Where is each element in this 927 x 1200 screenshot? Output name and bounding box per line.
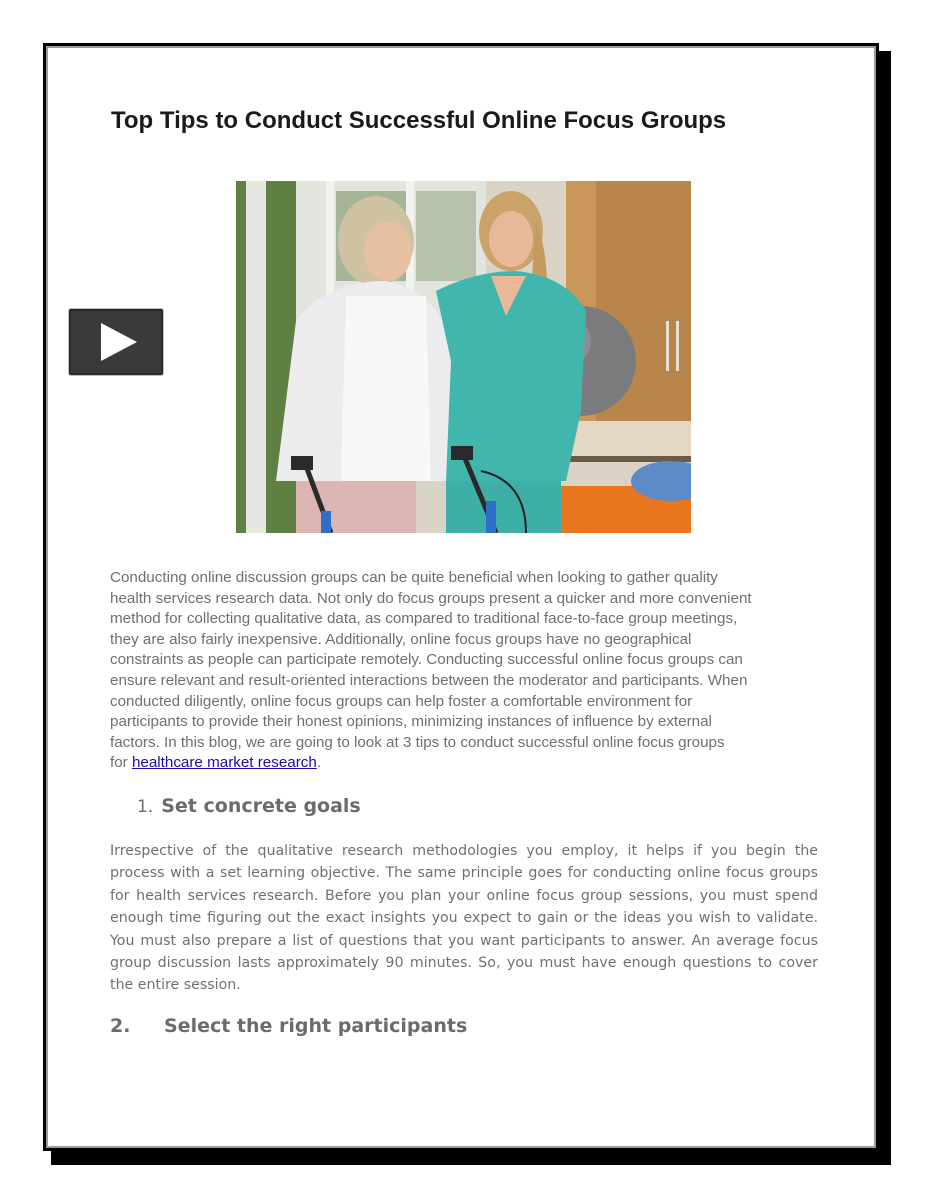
intro-line: Conducting online discussion groups can be quite beneficial when looking to gather quality	[110, 569, 718, 586]
intro-line: factors. In this blog, we are going to look at 3 tips to conduct successful online focus groups	[110, 733, 725, 751]
paragraph-line: Irrespective of the qualitative research methodologies you employ, it helps if you begin the	[110, 843, 818, 859]
paragraph-line: You must also prepare a list of questions that you want participants to answer. An average focus	[110, 932, 818, 949]
intro-line: conducted diligently, online focus groups can help foster a comfortable environment for	[110, 692, 693, 710]
healthcare-market-research-link[interactable]: healthcare market research	[131, 754, 317, 772]
page-title: Top Tips to Conduct Successful Online Focus Groups	[111, 107, 727, 134]
article-image	[236, 181, 691, 533]
intro-line: they are also fairly inexpensive. Additionally, online focus groups have no geographical	[110, 630, 692, 648]
intro-line: health services research data. Not only do focus groups present a quicker and more convenient	[110, 589, 752, 607]
paragraph-line: group discussion lasts approximately 90 minutes. So, you must have enough questions to cover	[110, 955, 818, 972]
intro-last-line	[110, 753, 830, 774]
intro-line: method for collecting qualitative data, as compared to traditional face-to-face group meetings,	[110, 610, 738, 628]
section-number: 1.	[137, 797, 154, 817]
play-icon	[101, 323, 137, 361]
intro-last-prefix: for	[110, 754, 132, 772]
intro-line: constraints as people can participate remotely. Conducting successful online focus groups can	[110, 651, 743, 669]
paragraph-line: enough time figuring out the exact insights you expect to gain or the ideas you wish to validate.	[110, 910, 818, 927]
section-heading-text: Set concrete goals	[161, 795, 361, 817]
paragraph-line: for health services research. Before you plan your online focus group sessions, you must spend	[110, 887, 818, 904]
paragraph-line: the entire session.	[110, 977, 241, 994]
section-1-paragraph	[110, 840, 818, 997]
intro-line: participants to provide their honest opinions, minimizing instances of influence by external	[110, 713, 712, 731]
paragraph-line: process with a set learning objective. The same principle goes for conducting online focus groups	[110, 865, 818, 882]
intro-line: ensure relevant and result-oriented interactions between the moderator and participants. When	[110, 671, 748, 689]
section-heading-text: Select the right participants	[164, 1015, 468, 1037]
play-button[interactable]	[68, 308, 164, 376]
intro-paragraph	[110, 568, 830, 774]
section-heading-1	[137, 795, 361, 817]
section-heading-2	[110, 1015, 467, 1037]
section-number: 2.	[110, 1015, 131, 1037]
intro-last-suffix: .	[316, 754, 322, 772]
